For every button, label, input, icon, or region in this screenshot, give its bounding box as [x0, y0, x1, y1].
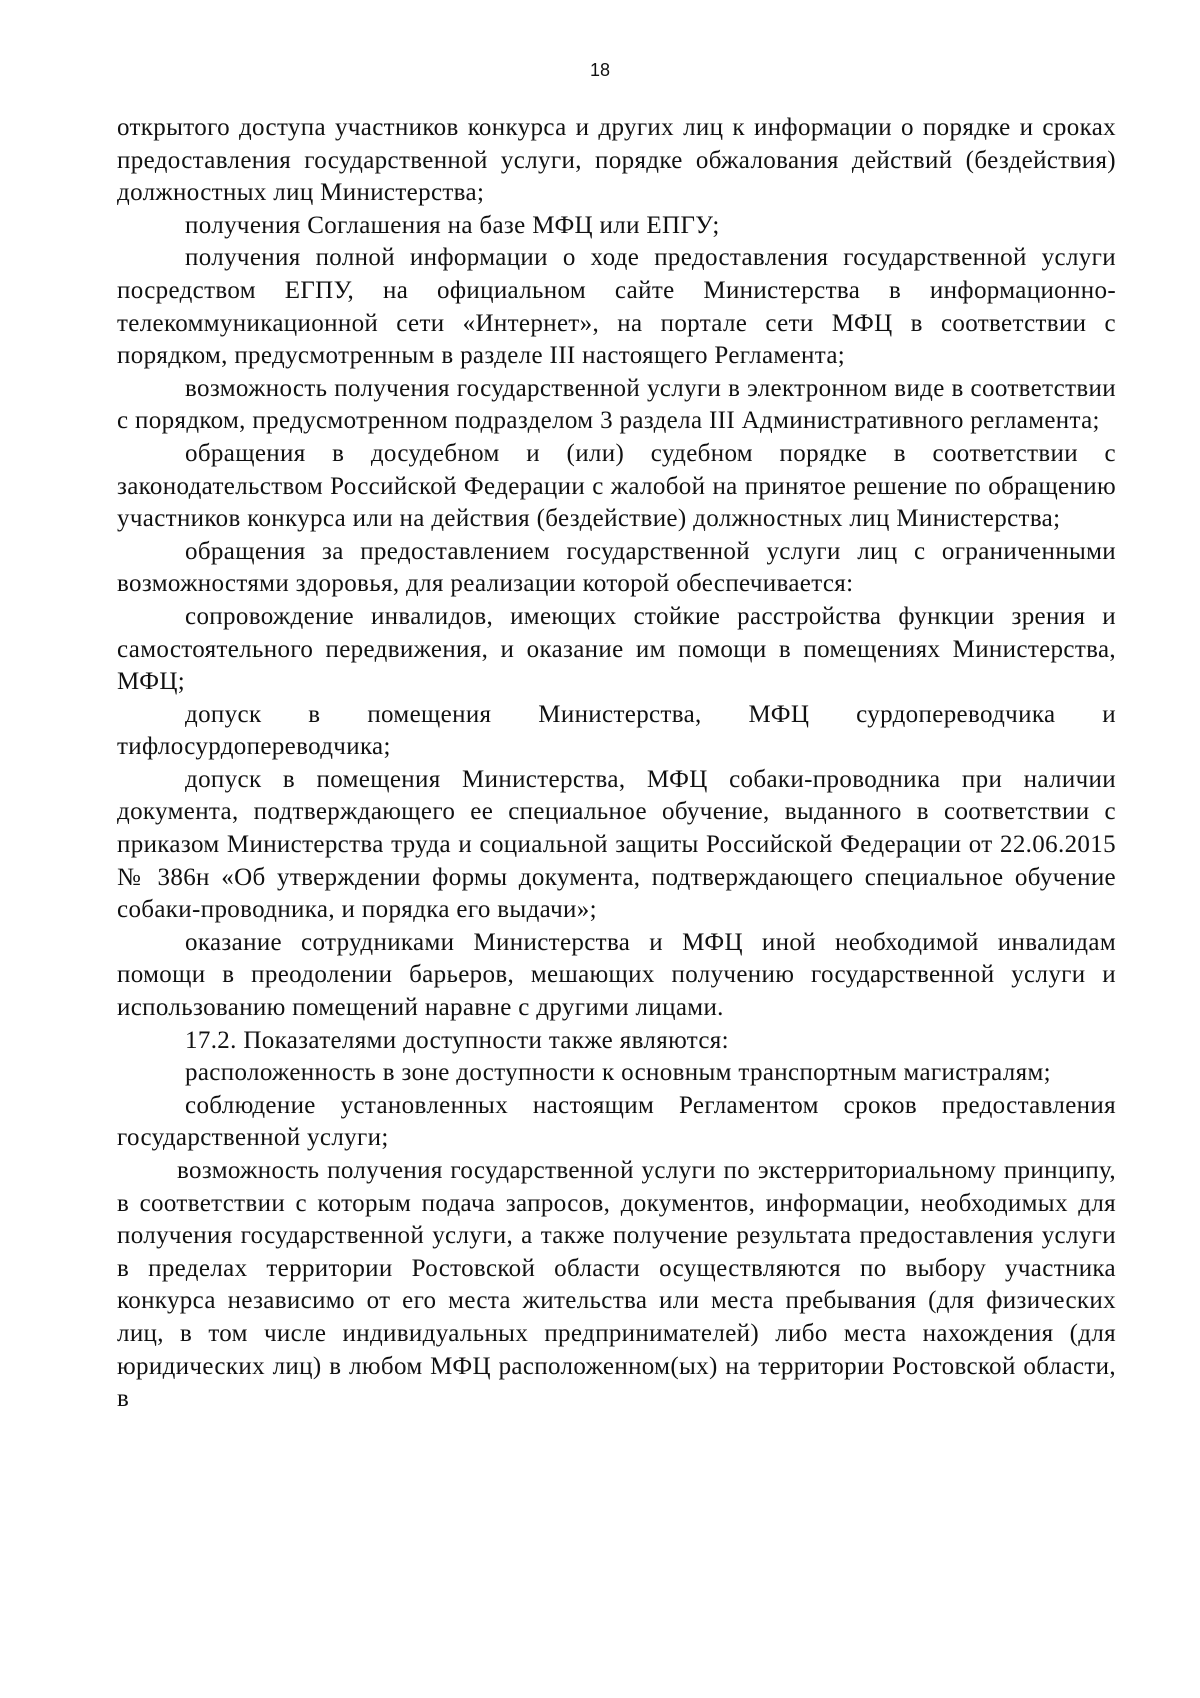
paragraph-11: 17.2. Показателями доступности также являются: — [185, 1026, 729, 1054]
paragraph-6: обращения за предоставлением государственной услуги лиц с ограниченными возможностями здоровья, для реализации которой обеспечивается: — [117, 537, 1116, 598]
page-number: 18 — [589, 60, 611, 80]
paragraph-8: допуск в помещения Министерства, МФЦ сурдопереводчика и тифлосурдопереводчика; — [117, 700, 1116, 761]
paragraph-13: соблюдение установленных настоящим Регламентом сроков предоставления государственной услуги; — [117, 1091, 1116, 1152]
paragraph-1: открытого доступа участников конкурса и других лиц к информации о порядке и сроках предоставления государственной услуги, порядке обжалования действий (бездействия) должностных лиц Министерства; — [117, 114, 1116, 207]
paragraph-2: получения Соглашения на базе МФЦ или ЕПГУ; — [185, 211, 720, 239]
paragraph-14: возможность получения государственной услуги по экстерриториальному принципу, в соответствии с которым подача запросов, документов, информации, необходимых для получения государственной услуги, а также получение результата предоставления услуги в пределах территории Ростовской области осуществляются по выбору участника конкурса независимо от его места жительства или места пребывания (для физических лиц, в том числе индивидуальных предпринимателей) либо места нахождения (для юридических лиц) в любом МФЦ расположенном(ых) на территории Ростовской области, в — [117, 1157, 1116, 1413]
paragraph-9: допуск в помещения Министерства, МФЦ собаки-проводника при наличии документа, подтверждающего ее специальное обучение, выданного в соответствии с приказом Министерства труда и социальной защиты Российской Федерации от 22.06.2015 № 386н «Об утверждении формы документа, подтверждающего специальное обучение собаки-проводника, и порядка его выдачи»; — [117, 765, 1116, 924]
paragraph-4: возможность получения государственной услуги в электронном виде в соответствии с порядком, предусмотренном подразделом 3 раздела III Административного регламента; — [117, 374, 1116, 435]
paragraph-12: расположенность в зоне доступности к основным транспортным магистралям; — [185, 1059, 1051, 1087]
document-body — [117, 112, 1116, 1416]
paragraph-10: оказание сотрудниками Министерства и МФЦ иной необходимой инвалидам помощи в преодолении барьеров, мешающих получению государственной услуги и использованию помещений наравне с другими лицами. — [117, 928, 1116, 1022]
paragraph-7: сопровождение инвалидов, имеющих стойкие расстройства функции зрения и самостоятельного передвижения, и оказание им помощи в помещениях Министерства, МФЦ; — [117, 602, 1116, 696]
paragraph-5: обращения в досудебном и (или) судебном порядке в соответствии с законодательством Российской Федерации с жалобой на принятое решение по обращению участников конкурса или на действия (бездействие) должностных лиц Министерства; — [117, 439, 1116, 533]
paragraph-3: получения полной информации о ходе предоставления государственной услуги посредством ЕГПУ, на официальном сайте Министерства в информационно-телекоммуникационной сети «Интернет», на портале сети МФЦ в соответствии с порядком, предусмотренным в разделе III настоящего Регламента; — [117, 244, 1116, 370]
